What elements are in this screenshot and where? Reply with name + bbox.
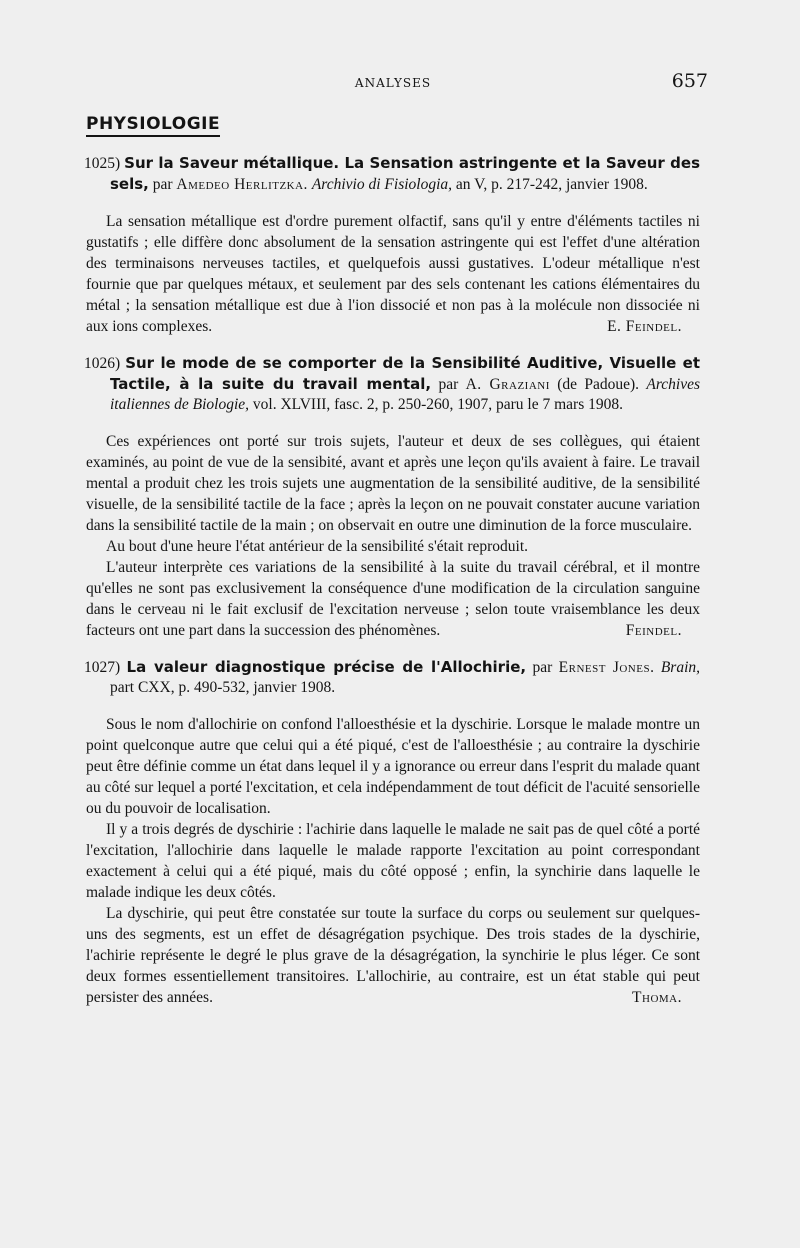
entry-citation: an V, p. 217-242, janvier 1908.: [455, 176, 648, 193]
paragraph-text: La dyschirie, qui peut être constatée sur toute la surface du corps ou seulement sur quelques-uns des segments, est un effet de désagrégation psychique. Des trois stades de la dyschirie, l'achirie représente le degré le plus grave de la désagrégation, la synchirie le plus léger. Ce sont deux formes essentiellement transitoires. L'allochirie, au contraire, est un état stable qui peut persister des années.: [86, 905, 700, 1006]
paragraph: Ces expériences ont porté sur trois sujets, l'auteur et deux de ses collègues, qui étaient examinés, au point de vue de la sensibité, avant et après une leçon qu'ils avaient à faire. Le travail mental a produit chez les trois sujets une augmentation de la sensibilité auditive, de la sensibilité visuelle, de la sensibilité tactile de la face ; après la leçon on ne pouvait constater aucune variation dans la sensibilité tactile de la main ; on observait en outre une diminution de la force musculaire.: [86, 433, 700, 534]
paragraph-text: La sensation métallique est d'ordre purement olfactif, sans qu'il y entre d'éléments tactiles ni gustatifs ; elle diffère donc absolument de la sensation astringente qui est l'effet d'une altération des terminaisons nerveuses tactiles, et quelquefois aussi gustatives. L'odeur métallique n'est fournie que par quelques métaux, et seulement par des sels contenant les cations élémentaires du métal ; la sensation métallique est due à l'ion dissocié et non pas à la molécule non dissociée ni aux ions complexes.: [86, 213, 700, 335]
paragraph: Au bout d'une heure l'état antérieur de la sensibilité s'était reproduit.: [106, 538, 529, 555]
entry-1026: [86, 353, 700, 641]
entry-number: 1027): [84, 659, 121, 676]
entry-heading: [86, 657, 700, 698]
section-title: PHYSIOLOGIE: [86, 114, 220, 137]
entry-author: A. Graziani: [465, 376, 550, 393]
entry-body: [86, 714, 700, 1008]
entry-title: Sur le mode de se comporter de la Sensibilité Auditive, Visuelle et Tactile, à la suite du travail mental,: [110, 354, 700, 393]
entry-citation: part CXX, p. 490-532, janvier 1908.: [110, 679, 336, 696]
entry-author: Amedeo Herlitzka.: [176, 176, 308, 193]
signature: Feindel.: [625, 622, 682, 639]
by-word: par: [438, 376, 459, 393]
running-title: ANALYSES: [354, 76, 432, 90]
paragraph: Sous le nom d'allochirie on confond l'alloesthésie et la dyschirie. Lorsque le malade montre un point quelconque autre que celui qui a été piqué, c'est de l'alloesthésie ; au contraire la dyschirie peut être définie comme un état dans lequel il y a ignorance ou erreur dans l'esprit du malade quant au côté sur lequel a porté l'excitation, et cela indépendamment de tout déficit de l'acuité sensorielle ou du pouvoir de localisation.: [86, 716, 700, 817]
signature: E. Feindel.: [607, 318, 682, 335]
entry-author-origin: (de Padoue).: [557, 376, 640, 393]
entry-journal: Brain,: [660, 659, 701, 676]
entry-title: La valeur diagnostique précise de l'Allochirie,: [126, 658, 527, 676]
signature: Thoma.: [632, 989, 682, 1006]
paragraph-text: L'auteur interprète ces variations de la sensibilité à la suite du travail cérébral, et il montre qu'elles ne sont pas exclusivement la conséquence d'une modification de la circulation sanguine dans le cerveau ni le fait exclusif de l'excitation nerveuse ; selon toute vraisemblance les deux facteurs ont une part dans la succession des phénomènes.: [86, 559, 700, 639]
page-number: 657: [671, 70, 708, 92]
entry-author: Ernest Jones.: [558, 659, 655, 676]
by-word: par: [152, 176, 173, 193]
by-word: par: [532, 659, 553, 676]
entry-number: 1026): [84, 355, 121, 372]
entry-heading: [86, 353, 700, 415]
entry-1025: [86, 153, 700, 337]
entry-1027: [86, 657, 700, 1008]
paragraph: Il y a trois degrés de dyschirie : l'achirie dans laquelle le malade ne sait pas de quel côté a porté l'excitation, l'allochirie dans laquelle le malade rapporte l'excitation au point correspondant exactement à celui qui a été piqué, mais du côté opposé ; enfin, la synchirie dans laquelle le malade indique les deux côtés.: [86, 821, 700, 901]
entry-journal: Archivio di Fisiologia,: [311, 176, 453, 193]
paragraph: [86, 211, 700, 337]
entry-title: Sur la Saveur métallique. La Sensation astringente et la Saveur des sels,: [110, 154, 700, 193]
paragraph: [86, 903, 700, 1008]
entry-journal: Archives italiennes de Biologie,: [110, 376, 701, 413]
entry-number: 1025): [84, 155, 121, 172]
entry-heading: [86, 153, 700, 195]
entry-citation: vol. XLVIII, fasc. 2, p. 250-260, 1907, paru le 7 mars 1908.: [252, 396, 623, 413]
entry-body: [86, 431, 700, 641]
paragraph: [86, 557, 700, 641]
running-head: [86, 70, 708, 96]
entry-body: [86, 211, 700, 337]
